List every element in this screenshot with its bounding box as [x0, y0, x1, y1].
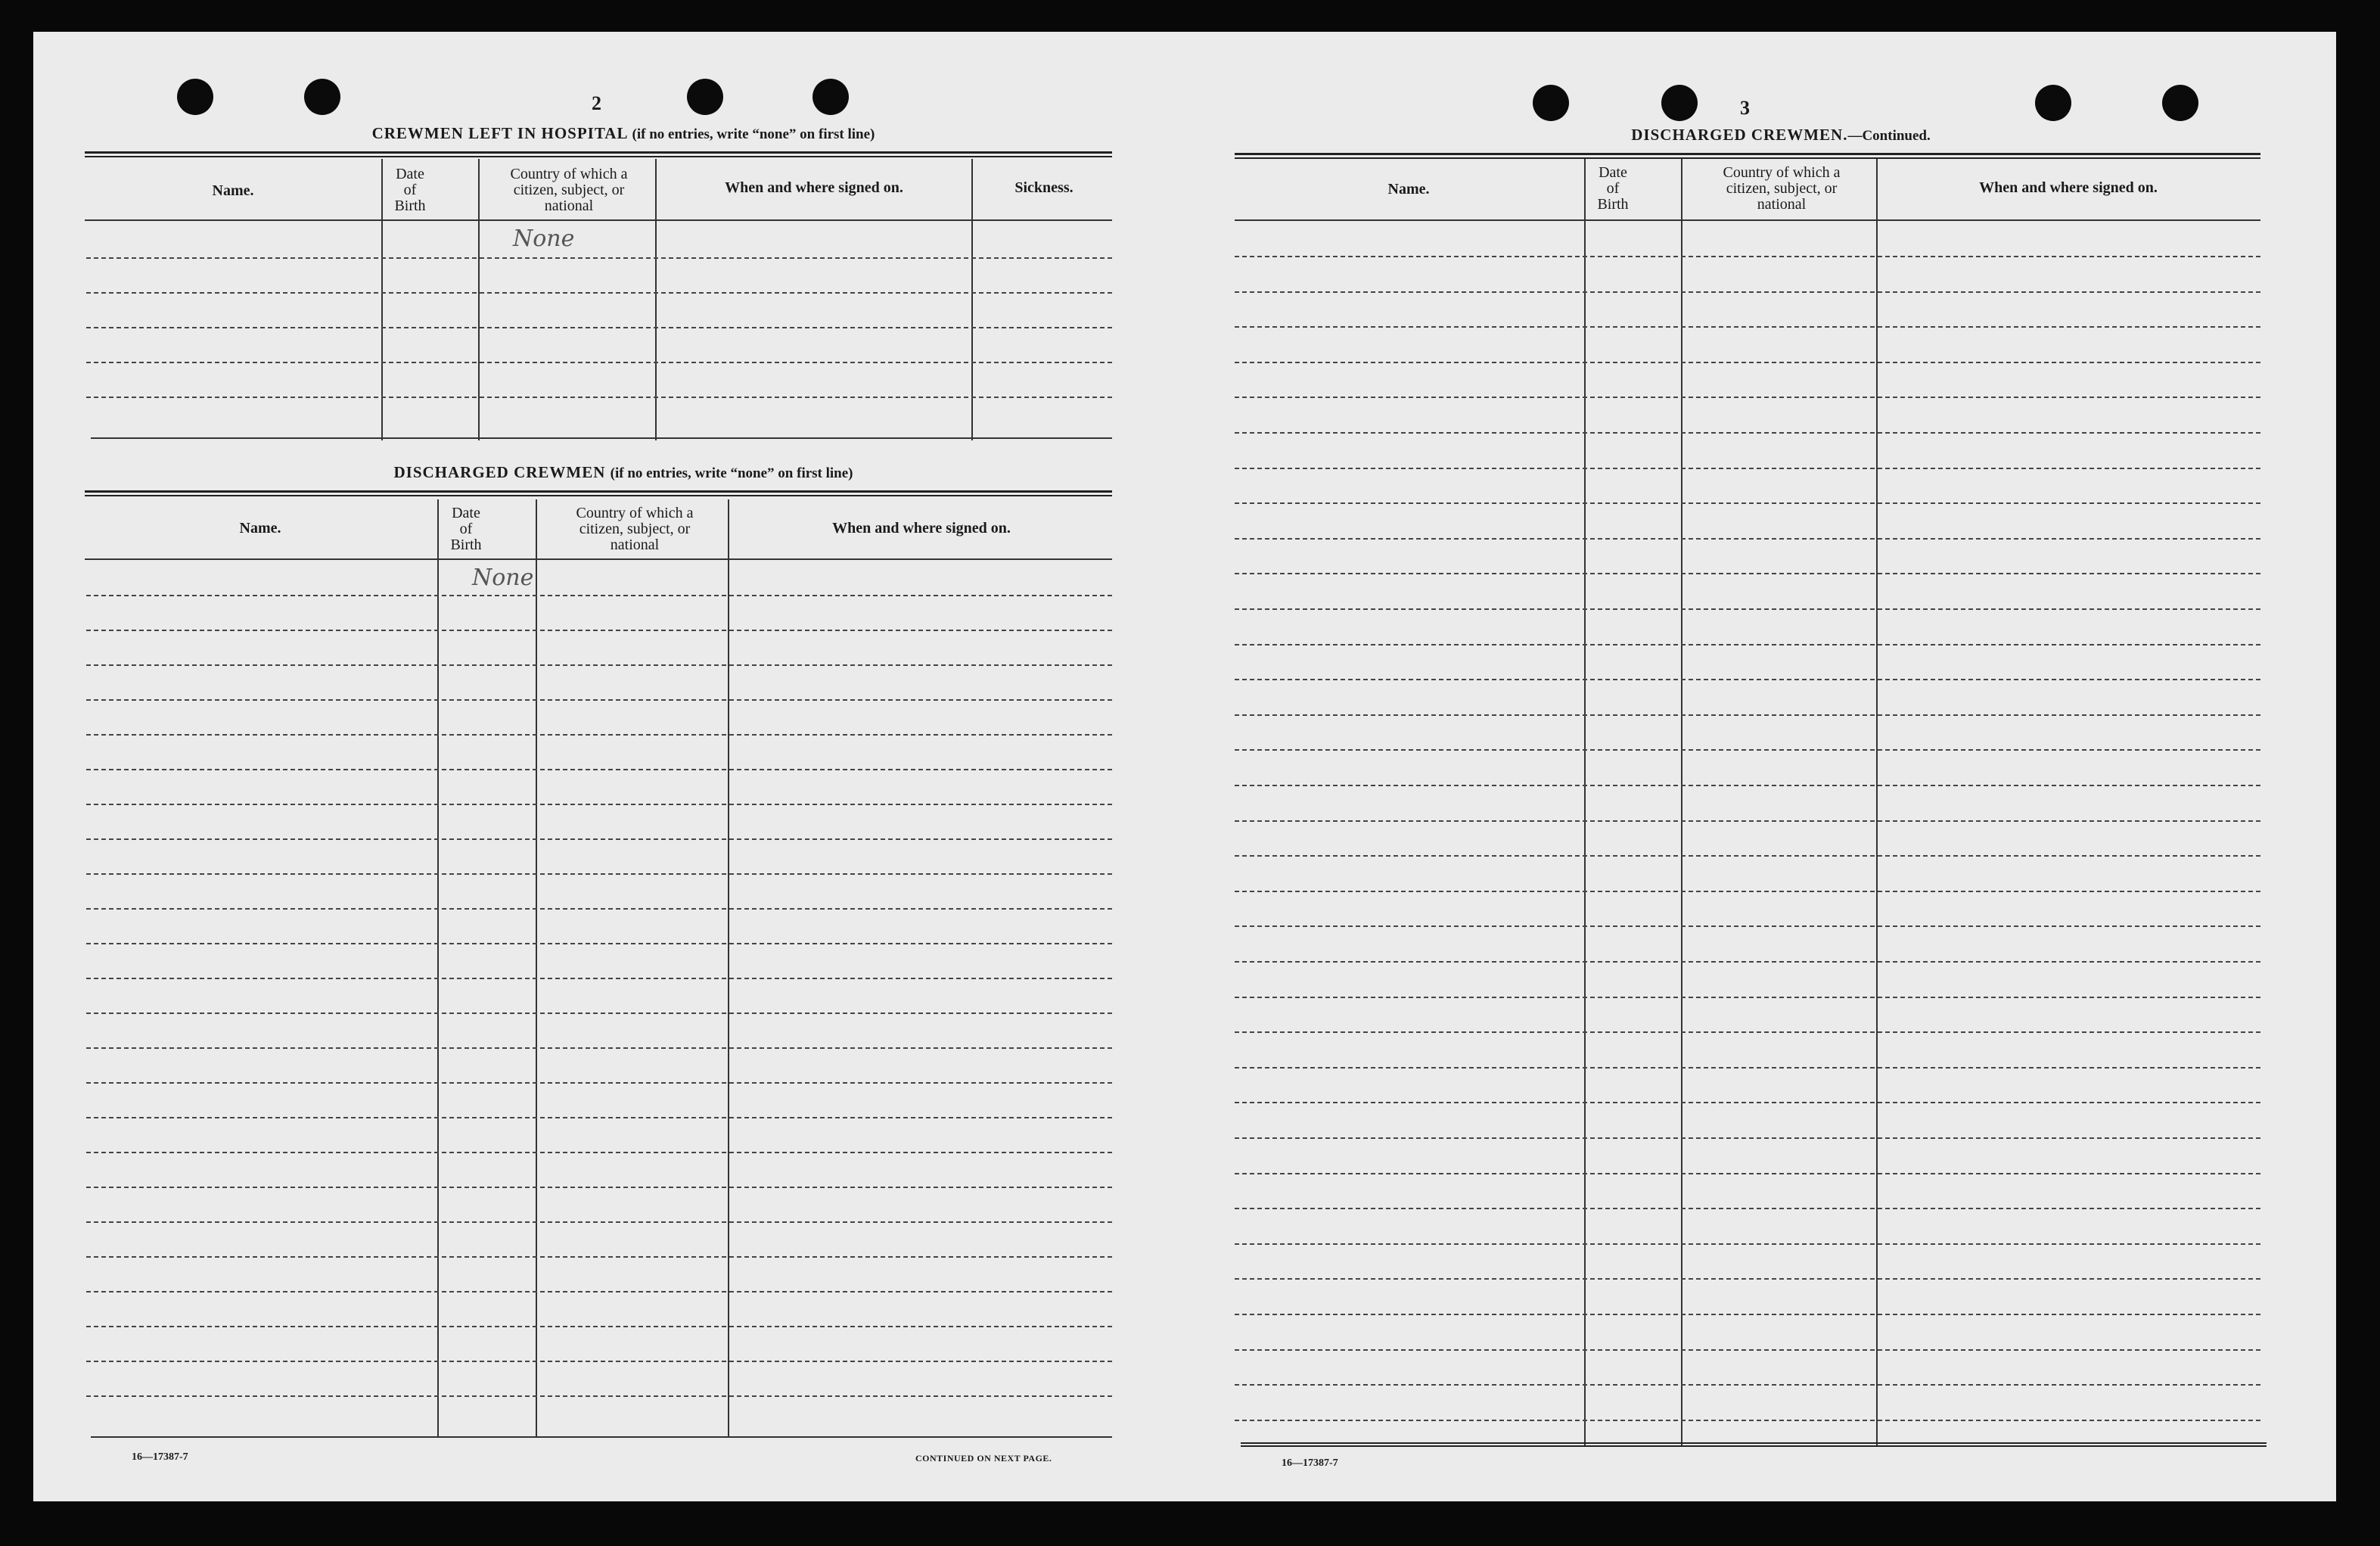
row-line: [1235, 362, 2260, 363]
hospital-col-name-header: Name.: [212, 182, 254, 199]
punch-hole: [177, 79, 213, 115]
discharged-handwritten-none: None: [472, 565, 534, 591]
row-line: [86, 978, 1112, 979]
right-bottom-rule: [1241, 1442, 2267, 1447]
discharged-continued-title: [1516, 126, 2046, 145]
row-line: [86, 1013, 1112, 1014]
row-line: [86, 397, 1112, 398]
row-line: [86, 292, 1112, 294]
row-line: [86, 1152, 1112, 1153]
row-line: [86, 804, 1112, 805]
row-line: [86, 630, 1112, 631]
row-line: [1235, 468, 2260, 469]
hospital-col-dob-header: Date of Birth: [394, 166, 426, 214]
row-line: [1235, 1137, 2260, 1139]
punch-hole: [304, 79, 340, 115]
row-line: [1235, 1384, 2260, 1386]
discharged-col-name-header: Name.: [239, 520, 281, 537]
discharged-section-title: [283, 463, 964, 482]
hospital-col-divider: [971, 159, 973, 440]
row-line: [1235, 749, 2260, 751]
discharged-col-country-header: Country of which a citizen, subject, or national: [576, 505, 694, 553]
hospital-section-title: [283, 124, 964, 143]
row-line: [1235, 714, 2260, 716]
row-line: [1235, 1102, 2260, 1103]
document-sheet: [33, 32, 2336, 1501]
row-line: [86, 908, 1112, 910]
hospital-subtitle-text: (if no entries, write “none” on first line): [632, 126, 875, 142]
row-line: [1235, 679, 2260, 680]
row-line: [86, 595, 1112, 596]
row-line: [86, 1395, 1112, 1397]
right-top-rule: [1235, 153, 2260, 159]
row-line: [86, 1291, 1112, 1292]
row-line: [86, 1047, 1112, 1049]
row-line: [86, 1326, 1112, 1327]
row-line: [1235, 961, 2260, 963]
right-col-divider: [1876, 159, 1878, 1445]
row-line: [1235, 256, 2260, 257]
row-line: [1235, 397, 2260, 398]
discharged-col-divider: [728, 499, 729, 1438]
row-line: [1235, 1031, 2260, 1033]
continued-note: CONTINUED ON NEXT PAGE.: [915, 1453, 1052, 1464]
row-line: [86, 1361, 1112, 1362]
row-line: [1235, 326, 2260, 328]
row-line: [1235, 1208, 2260, 1209]
row-line: [1235, 573, 2260, 574]
page-number: 2: [592, 92, 601, 114]
row-line: [86, 838, 1112, 840]
row-line: [1235, 1173, 2260, 1174]
hospital-col-signed-header: When and where signed on.: [725, 179, 903, 196]
hospital-header-line: [85, 219, 1112, 221]
row-line: [86, 1082, 1112, 1084]
row-line: [1235, 997, 2260, 998]
right-col-dob-header: Date of Birth: [1597, 164, 1629, 213]
hospital-handwritten-none: None: [513, 226, 575, 252]
row-line: [86, 734, 1112, 736]
discharged-top-rule: [85, 490, 1112, 496]
discharged-col-divider: [536, 499, 537, 1438]
discharged-title-text: DISCHARGED CREWMEN: [393, 463, 606, 481]
right-col-signed-header: When and where signed on.: [1979, 179, 2158, 196]
row-line: [1235, 855, 2260, 857]
right-col-country-header: Country of which a citizen, subject, or national: [1723, 164, 1841, 213]
discharged-col-divider: [437, 499, 439, 1438]
row-line: [1235, 538, 2260, 540]
discharged-bottom-line: [91, 1436, 1112, 1438]
form-number: 16—17387-7: [132, 1451, 188, 1463]
right-col-divider: [1584, 159, 1586, 1445]
row-line: [86, 1256, 1112, 1258]
row-line: [1235, 608, 2260, 610]
punch-hole: [2162, 85, 2198, 121]
row-line: [1235, 1067, 2260, 1069]
discharged-col-dob-header: Date of Birth: [450, 505, 482, 553]
right-col-divider: [1681, 159, 1682, 1445]
row-line: [86, 664, 1112, 666]
row-line: [1235, 1278, 2260, 1280]
punch-hole: [1661, 85, 1698, 121]
discharged-continued-suffix: —Continued.: [1847, 128, 1931, 144]
discharged-subtitle-text: (if no entries, write “none” on first line): [610, 465, 853, 481]
row-line: [86, 873, 1112, 875]
hospital-title-text: CREWMEN LEFT IN HOSPITAL: [371, 124, 628, 142]
hospital-col-sickness-header: Sickness.: [1014, 179, 1073, 196]
row-line: [1235, 891, 2260, 892]
hospital-col-divider: [478, 159, 480, 440]
punch-hole: [687, 79, 723, 115]
row-line: [86, 362, 1112, 363]
discharged-continued-title-text: DISCHARGED CREWMEN.: [1631, 126, 1848, 144]
row-line: [1235, 1314, 2260, 1315]
row-line: [86, 257, 1112, 259]
punch-hole: [1533, 85, 1569, 121]
row-line: [1235, 925, 2260, 927]
row-line: [1235, 502, 2260, 504]
row-line: [86, 1221, 1112, 1223]
row-line: [86, 1187, 1112, 1188]
row-line: [1235, 432, 2260, 434]
row-line: [86, 943, 1112, 944]
row-line: [86, 699, 1112, 701]
row-line: [1235, 291, 2260, 293]
discharged-header-line: [85, 558, 1112, 560]
hospital-col-divider: [381, 159, 383, 440]
page-number: 3: [1740, 97, 1750, 119]
row-line: [86, 327, 1112, 328]
row-line: [1235, 644, 2260, 645]
hospital-col-divider: [655, 159, 657, 440]
row-line: [1235, 785, 2260, 786]
row-line: [86, 1117, 1112, 1118]
hospital-bottom-line: [91, 437, 1112, 439]
row-line: [1235, 1349, 2260, 1351]
row-line: [86, 769, 1112, 770]
row-line: [1235, 820, 2260, 822]
punch-hole: [812, 79, 849, 115]
right-col-name-header: Name.: [1387, 181, 1430, 198]
discharged-col-signed-header: When and where signed on.: [832, 520, 1011, 537]
right-header-line: [1235, 219, 2260, 221]
form-number: 16—17387-7: [1282, 1457, 1338, 1469]
row-line: [1235, 1420, 2260, 1421]
punch-hole: [2035, 85, 2071, 121]
row-line: [1235, 1243, 2260, 1245]
hospital-top-rule: [85, 151, 1112, 157]
hospital-col-country-header: Country of which a citizen, subject, or national: [510, 166, 628, 214]
